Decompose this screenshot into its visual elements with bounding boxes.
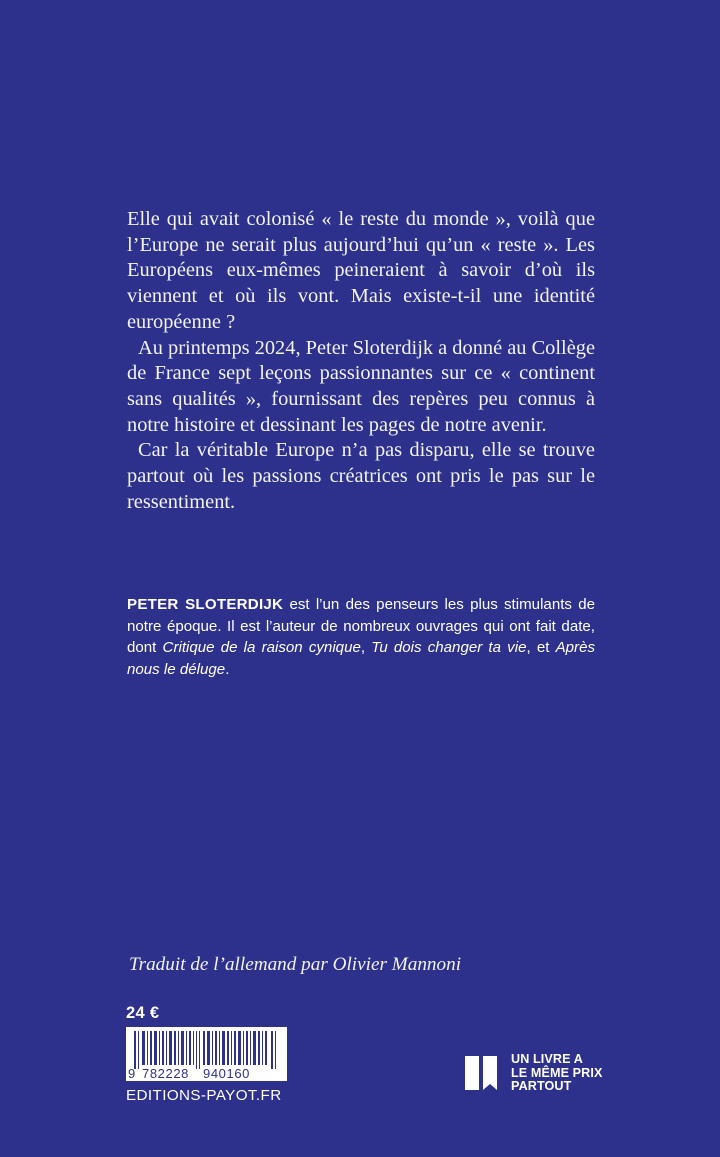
open-book-icon bbox=[464, 1053, 502, 1093]
blurb-paragraph-3: Car la véritable Europe n’a pas disparu, elle se trouve partout où les passions créatrices ont pris le pas sur le ressentiment. bbox=[127, 439, 595, 513]
bio-separator-2: , et bbox=[526, 639, 556, 657]
barcode-digit-group-3: 940160 bbox=[203, 1066, 250, 1081]
blurb-paragraph-1: Elle qui avait colonisé « le reste du monde », voilà que l’Europe ne serait plus aujourd’hui qu’un « reste ». Les Européens eux-mêmes peineraient à savoir d’où ils viennent et où ils vont. Mais existe-t-il une identité européenne ? bbox=[127, 208, 595, 333]
author-name: PETER SLOTERDIJK bbox=[127, 596, 284, 613]
work-title-3: Après nous le déluge bbox=[127, 639, 596, 678]
bio-text-lead: est l’un des penseurs les plus stimulants de notre époque. Il est l’auteur de nombreux ouvrages qui ont fait date, dont bbox=[127, 596, 595, 657]
translator-credit: Traduit de l’allemand par Olivier Mannoni bbox=[129, 954, 462, 975]
same-price-logo bbox=[464, 1053, 602, 1094]
barcode-digit-group-2: 782228 bbox=[142, 1066, 189, 1081]
author-bio bbox=[127, 594, 595, 680]
publisher-url: EDITIONS-PAYOT.FR bbox=[126, 1087, 282, 1104]
blurb-paragraph-2: Au printemps 2024, Peter Sloterdijk a donné au Collège de France sept leçons passionnantes sur ce « continent sans qualités », fournissant des repères peu connus à notre histoire et dessinant les pages de notre avenir. bbox=[127, 336, 596, 436]
price-label: 24 € bbox=[126, 1004, 160, 1022]
work-title-2: Tu dois changer ta vie bbox=[371, 639, 527, 657]
barcode-block bbox=[126, 1004, 306, 1105]
logo-line-1: UN LIVRE A bbox=[511, 1052, 583, 1066]
author-bio-paragraph bbox=[127, 594, 595, 680]
logo-line-2: LE MÊME PRIX bbox=[511, 1065, 603, 1080]
barcode-digit-group-1: 9 bbox=[128, 1066, 136, 1081]
blurb-text bbox=[127, 207, 595, 515]
ean-barcode bbox=[126, 1027, 287, 1081]
bio-text-end: . bbox=[225, 660, 230, 678]
logo-line-3: PARTOUT bbox=[511, 1079, 572, 1094]
work-title-1: Critique de la raison cynique bbox=[162, 639, 361, 657]
same-price-logo-text bbox=[511, 1053, 602, 1094]
bio-separator-1: , bbox=[360, 639, 372, 657]
